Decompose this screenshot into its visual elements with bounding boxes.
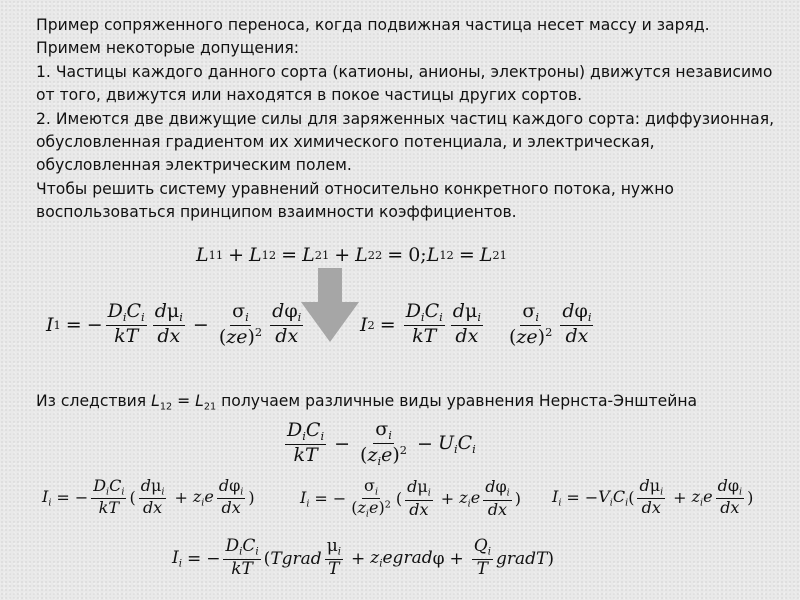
flux-equation-2: I 2 = $\frac{D_iC_i}{kT}$ $\frac{d\mu_i}{dx}$ $\frac{\sigma_i}{(ze)^2}$ $\frac{d\varphi_i}{dx}$ <box>360 300 592 348</box>
nernst-einstein-velocity-form: $\frac{D_iC_i}{kT}$ − $\frac{\sigma_i}{(z_ie)^2}$ − $U_iC_i$ <box>287 418 476 468</box>
intro-text-block <box>36 14 776 225</box>
consequence-text: Из следствия $L_{12} = L_{21}$ получаем различные виды уравнения Нернста-Энштейна <box>36 392 698 413</box>
intro-paragraph-3: 2. Имеются две движущие силы для заряженных частиц каждого сорта: диффузионная, обусловленная градиентом их химического потенциала, и электрическая, обусловленная электрическим полем. <box>36 109 775 175</box>
nernst-einstein-form-2: $I_i$ = − $\frac{\sigma_i}{(z_ie)^2}$ ( $\frac{d\mu_i}{dx}$ + $z_ie$ $\frac{d\varphi_i}{dx}$ ) <box>300 476 521 520</box>
nernst-einstein-thermal-form: $I_i$ = − $\frac{D_iC_i}{kT}$ ( Tgrad $\frac{\mu_i}{T}$ + $z_iegrad$ φ + $\frac{Q_i}{T}$ gradT ) <box>172 536 554 580</box>
down-arrow-icon <box>301 268 359 342</box>
intro-paragraph-4: Чтобы решить систему уравнений относительно конкретного потока, нужно воспользоваться принципом взаимности коэффициентов. <box>36 179 674 222</box>
reciprocity-equation: L 11 + L 12 = L 21 + L 22 = 0; L 12 = L 21 <box>196 244 507 266</box>
intro-paragraph-2: 1. Частицы каждого данного сорта (катионы, анионы, электроны) движутся независимо от того, движутся или находятся в покое частицы других сортов. <box>36 62 773 105</box>
nernst-einstein-form-3: $I_i$ = − $V_iC_i$ ( $\frac{d\mu_i}{dx}$ + $z_ie$ $\frac{d\varphi_i}{dx}$ ) <box>552 476 754 518</box>
flux-equation-1: I 1 = − $\frac{D_iC_i}{kT}$ $\frac{d\mu_i}{dx}$ − $\frac{\sigma_i}{(ze)^2}$ $\frac{d\varphi_i}{dx}$ <box>46 300 302 348</box>
intro-paragraph-1: Пример сопряженного переноса, когда подвижная частица несет массу и заряд. Примем некоторые допущения: <box>36 16 710 58</box>
nernst-einstein-form-1: $I_i$ = − $\frac{D_iC_i}{kT}$ ( $\frac{d\mu_i}{dx}$ + $z_ie$ $\frac{d\varphi_i}{dx}$ ) <box>42 476 255 518</box>
